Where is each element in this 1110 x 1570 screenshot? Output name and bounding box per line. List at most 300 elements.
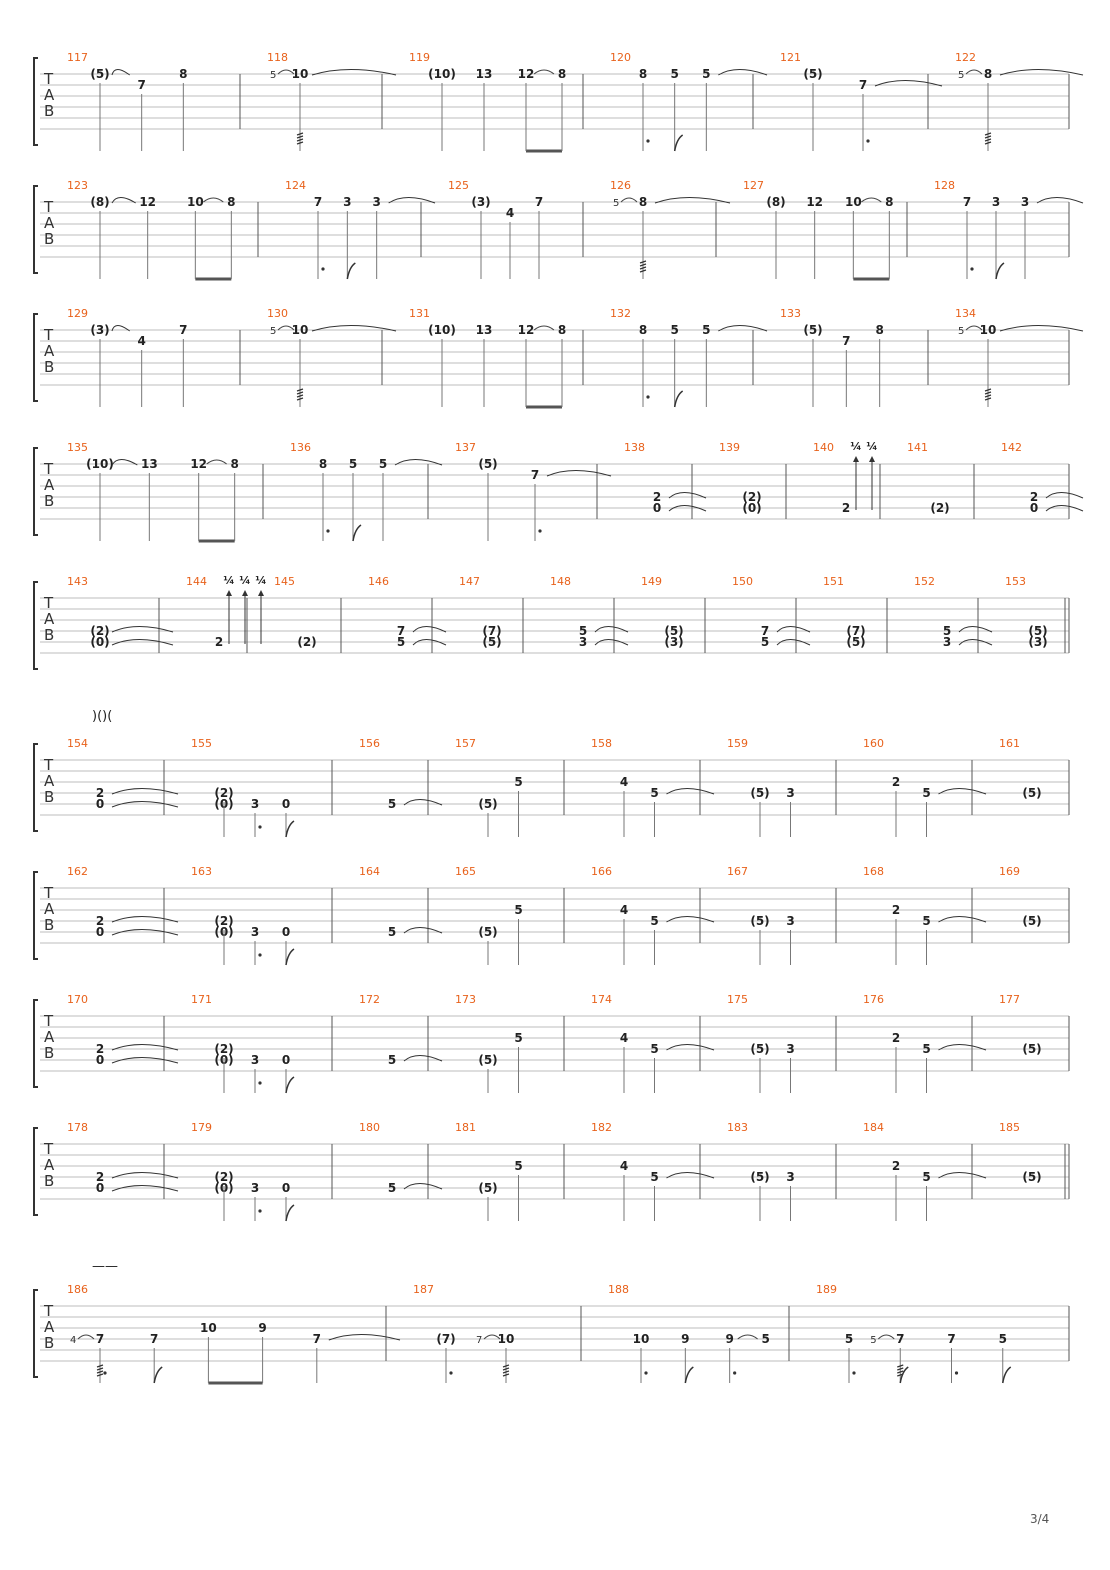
tab-clef-letter: B: [44, 230, 55, 248]
fret-number: 5: [378, 457, 388, 471]
fret-number: 3: [250, 925, 260, 939]
grace-slur: [621, 198, 637, 202]
system-bracket: [34, 448, 38, 535]
fret-number: (5): [803, 67, 823, 81]
bar-number: 137: [455, 441, 476, 454]
fret-number: 5: [348, 457, 358, 471]
slur-arc: [203, 198, 223, 202]
bar-number: 181: [455, 1121, 476, 1134]
bend-amount: ¼: [255, 574, 267, 587]
fret-number: 4: [137, 334, 146, 348]
fret-number: 5: [650, 1170, 659, 1184]
grace-note: 5: [870, 1335, 877, 1346]
rhythm-dot: [449, 1371, 452, 1374]
fret-number: 5: [761, 1332, 770, 1346]
note-flag: [675, 391, 683, 407]
dash-marker-text: ——: [92, 1259, 118, 1274]
fret-number-chord: (0): [90, 635, 110, 649]
fret-number: 12: [190, 457, 208, 471]
system-bracket: [34, 1000, 38, 1087]
fret-number: 10: [497, 1332, 515, 1346]
bend-arrowhead: [242, 590, 248, 596]
fret-number: 7: [896, 1332, 905, 1346]
grace-note: 4: [70, 1335, 77, 1346]
fret-number: 3: [372, 195, 381, 209]
bar-number: 152: [914, 575, 935, 588]
fret-number: 12: [517, 67, 535, 81]
fret-number: 4: [505, 206, 515, 220]
bar-number: 166: [591, 865, 612, 878]
fret-number: 0: [281, 925, 291, 939]
tab-clef-letter: T: [44, 1012, 54, 1030]
bar-number: 128: [934, 179, 955, 192]
fret-number: 2: [95, 786, 105, 800]
fret-number: (5): [1028, 624, 1048, 638]
fret-number: 4: [619, 1031, 629, 1045]
tab-clef-letter: B: [44, 626, 55, 644]
fret-number: 9: [258, 1321, 267, 1335]
fret-number: (5): [478, 1181, 498, 1195]
note-flag: [286, 1077, 294, 1093]
fret-number: 7: [760, 624, 770, 638]
fret-number: 5: [922, 1042, 931, 1056]
bar-number: 148: [550, 575, 571, 588]
rhythm-dot: [326, 529, 329, 532]
fret-number: 9: [681, 1332, 690, 1346]
fret-number: 8: [638, 67, 648, 81]
fret-number: 10: [200, 1321, 217, 1335]
tab-clef-letter: T: [44, 198, 54, 216]
bar-number: 134: [955, 307, 976, 320]
fret-number-chord: (0): [214, 1053, 234, 1067]
bar-number: 176: [863, 993, 884, 1006]
bar-number: 171: [191, 993, 212, 1006]
tab-clef-letter: T: [44, 1302, 54, 1320]
fret-number: 8: [179, 67, 188, 81]
bar-number: 146: [368, 575, 389, 588]
fret-number-chord: 0: [652, 501, 662, 515]
fret-number: 5: [650, 786, 659, 800]
fret-number: (10): [86, 457, 114, 471]
tab-clef-letter: A: [44, 1028, 55, 1046]
fret-number: 5: [702, 323, 711, 337]
fret-number: 0: [281, 797, 291, 811]
tab-clef-letter: B: [44, 492, 55, 510]
fret-number-chord: (0): [214, 1181, 234, 1195]
bend-amount: ¼: [223, 574, 235, 587]
fret-number: 13: [140, 457, 158, 471]
fret-number: 8: [885, 195, 894, 209]
bar-number: 140: [813, 441, 834, 454]
tab-clef-letter: T: [44, 1140, 54, 1158]
bar-number: 185: [999, 1121, 1020, 1134]
fret-number: (5): [478, 457, 498, 471]
fret-number: 2: [891, 1031, 901, 1045]
tab-clef-letter: T: [44, 70, 54, 88]
rhythm-dot: [258, 953, 261, 956]
bar-number: 170: [67, 993, 88, 1006]
bar-number: 178: [67, 1121, 88, 1134]
fret-number: (5): [664, 624, 684, 638]
bar-number: 163: [191, 865, 212, 878]
note-flag: [685, 1367, 693, 1383]
fret-number: 7: [137, 78, 146, 92]
fret-number: (2): [214, 786, 234, 800]
fret-number: 2: [652, 490, 662, 504]
bar-number: 121: [780, 51, 801, 64]
bar-number: 189: [816, 1283, 837, 1296]
fret-number: (5): [90, 67, 110, 81]
rhythm-dot: [646, 395, 649, 398]
tab-clef-letter: A: [44, 476, 55, 494]
bar-number: 126: [610, 179, 631, 192]
fret-number-chord: 0: [95, 1181, 105, 1195]
bar-number: 161: [999, 737, 1020, 750]
fret-number: (8): [766, 195, 786, 209]
fret-number: 0: [281, 1181, 291, 1195]
bend-amount: ¼: [850, 440, 862, 453]
tab-clef-letter: B: [44, 358, 55, 376]
fret-number: 10: [291, 67, 309, 81]
slur-arc: [738, 1335, 758, 1339]
fret-number: 2: [214, 635, 224, 649]
fret-number: (5): [750, 786, 770, 800]
fret-number: (10): [428, 67, 456, 81]
fret-number: 2: [841, 501, 851, 515]
tab-clef-letter: T: [44, 594, 54, 612]
bar-number: 127: [743, 179, 764, 192]
bar-number: 159: [727, 737, 748, 750]
tab-clef-letter: A: [44, 1156, 55, 1174]
bar-number: 154: [67, 737, 88, 750]
fret-number-chord: (5): [482, 635, 502, 649]
fret-number: 4: [619, 775, 629, 789]
bar-number: 118: [267, 51, 288, 64]
system-bracket: [34, 872, 38, 959]
fret-number: 5: [650, 1042, 659, 1056]
note-flag: [286, 1205, 294, 1221]
rhythm-dot: [866, 139, 869, 142]
fret-number: 2: [1029, 490, 1039, 504]
fret-number: 3: [991, 195, 1001, 209]
bar-number: 139: [719, 441, 740, 454]
grace-slur: [966, 70, 982, 74]
tab-clef-letter: B: [44, 1334, 55, 1352]
grace-slur: [78, 1335, 94, 1339]
bar-number: 156: [359, 737, 380, 750]
fret-number: (7): [436, 1332, 456, 1346]
bar-number: 117: [67, 51, 88, 64]
fret-number: (10): [428, 323, 456, 337]
fret-number: (3): [90, 323, 110, 337]
fret-number: 5: [922, 1170, 931, 1184]
bar-number: 180: [359, 1121, 380, 1134]
fret-number: 10: [291, 323, 309, 337]
bar-number: 129: [67, 307, 88, 320]
bar-number: 157: [455, 737, 476, 750]
bar-number: 164: [359, 865, 380, 878]
bar-number: 177: [999, 993, 1020, 1006]
system-bracket: [34, 1290, 38, 1377]
system-bracket: [34, 186, 38, 273]
fret-number: 8: [638, 195, 648, 209]
page-number: 3/4: [1030, 1512, 1050, 1526]
tab-clef-letter: B: [44, 916, 55, 934]
fret-number: (5): [1022, 786, 1042, 800]
bar-number: 155: [191, 737, 212, 750]
fret-number-chord: 0: [95, 1053, 105, 1067]
tab-clef-letter: T: [44, 884, 54, 902]
bar-number: 119: [409, 51, 430, 64]
fret-number: 5: [650, 914, 659, 928]
fret-number-chord: (0): [742, 501, 762, 515]
fret-number-chord: 3: [942, 635, 952, 649]
bar-number: 179: [191, 1121, 212, 1134]
fret-number-chord: 0: [95, 797, 105, 811]
fret-number: (2): [214, 914, 234, 928]
bar-number: 160: [863, 737, 884, 750]
fret-number: 7: [842, 334, 851, 348]
note-flag: [286, 821, 294, 837]
bend-arrowhead: [258, 590, 264, 596]
rhythm-dot: [538, 529, 541, 532]
rhythm-dot: [103, 1371, 106, 1374]
fret-number: (5): [750, 1042, 770, 1056]
slur-arc: [534, 326, 554, 330]
fret-number: 3: [786, 1042, 795, 1056]
tab-clef-letter: A: [44, 1318, 55, 1336]
grace-note: 5: [958, 70, 965, 81]
fret-number: (2): [90, 624, 110, 638]
rhythm-dot: [733, 1371, 736, 1374]
fret-number: (5): [478, 925, 498, 939]
rhythm-dot: [258, 1081, 261, 1084]
grace-note: 5: [613, 198, 620, 209]
fret-number: 5: [514, 1031, 523, 1045]
bar-number: 149: [641, 575, 662, 588]
bar-number: 182: [591, 1121, 612, 1134]
system-bracket: [34, 314, 38, 401]
fret-number: 7: [530, 468, 540, 482]
bar-number: 136: [290, 441, 311, 454]
bar-number: 183: [727, 1121, 748, 1134]
fret-number-chord: 5: [396, 635, 406, 649]
fret-number: (5): [478, 1053, 498, 1067]
bar-number: 142: [1001, 441, 1022, 454]
rhythm-dot: [852, 1371, 855, 1374]
bend-arrowhead: [853, 456, 859, 462]
bend-amount: ¼: [239, 574, 251, 587]
fret-number: 10: [979, 323, 997, 337]
fret-number: 3: [250, 797, 260, 811]
fret-number: 5: [702, 67, 711, 81]
fret-number: 3: [786, 914, 795, 928]
bar-number: 175: [727, 993, 748, 1006]
bend-arrowhead: [869, 456, 875, 462]
tab-clef-letter: B: [44, 102, 55, 120]
note-flag: [353, 525, 361, 541]
tab-clef-letter: A: [44, 610, 55, 628]
fret-number: 9: [725, 1332, 734, 1346]
fret-number: 4: [619, 1159, 629, 1173]
rhythm-dot: [955, 1371, 958, 1374]
fret-number: 7: [312, 1332, 321, 1346]
fret-number: 0: [281, 1053, 291, 1067]
fret-number: 3: [786, 1170, 795, 1184]
bar-number: 144: [186, 575, 207, 588]
fret-number: 8: [875, 323, 884, 337]
bar-number: 130: [267, 307, 288, 320]
rhythm-dot: [644, 1371, 647, 1374]
fret-number: 7: [313, 195, 323, 209]
rhythm-dot: [646, 139, 649, 142]
fret-number: 2: [891, 903, 901, 917]
tab-clef-letter: B: [44, 1172, 55, 1190]
fret-number: 7: [396, 624, 406, 638]
fret-number: 5: [387, 1053, 397, 1067]
tab-clef-letter: A: [44, 342, 55, 360]
bar-number: 158: [591, 737, 612, 750]
note-flag: [286, 949, 294, 965]
rhythm-dot: [258, 1209, 261, 1212]
fret-number: 2: [95, 1042, 105, 1056]
fret-number: (8): [90, 195, 110, 209]
fret-number-chord: 3: [578, 635, 588, 649]
tab-clef-letter: T: [44, 756, 54, 774]
fret-number: 3: [250, 1181, 260, 1195]
fret-number: 7: [858, 78, 868, 92]
fret-number: 5: [844, 1332, 854, 1346]
fret-number: 8: [638, 323, 648, 337]
tab-clef-letter: T: [44, 460, 54, 478]
bar-number: 153: [1005, 575, 1026, 588]
fret-number: 7: [962, 195, 972, 209]
bar-number: 184: [863, 1121, 884, 1134]
fret-number: 5: [514, 903, 523, 917]
bar-number: 125: [448, 179, 469, 192]
fret-number: 8: [318, 457, 328, 471]
bar-number: 147: [459, 575, 480, 588]
rhythm-dot: [321, 267, 324, 270]
bar-number: 172: [359, 993, 380, 1006]
fret-number-chord: (5): [846, 635, 866, 649]
fret-number: 8: [230, 457, 239, 471]
fret-number: 7: [150, 1332, 159, 1346]
tab-clef-letter: B: [44, 788, 55, 806]
fret-number: 8: [227, 195, 236, 209]
bar-number: 169: [999, 865, 1020, 878]
bar-number: 124: [285, 179, 306, 192]
fret-number: 10: [632, 1332, 650, 1346]
tab-clef-letter: A: [44, 900, 55, 918]
fret-number: 12: [139, 195, 157, 209]
fret-number: 3: [250, 1053, 260, 1067]
bar-number: 122: [955, 51, 976, 64]
fret-number: 8: [557, 67, 567, 81]
fret-number: 5: [670, 323, 679, 337]
bar-number: 187: [413, 1283, 434, 1296]
bar-number: 168: [863, 865, 884, 878]
bar-number: 135: [67, 441, 88, 454]
fret-number: (2): [742, 490, 762, 504]
system-bracket: [34, 582, 38, 669]
bar-number: 188: [608, 1283, 629, 1296]
fret-number-chord: (0): [214, 797, 234, 811]
bar-number: 132: [610, 307, 631, 320]
fret-number: 7: [947, 1332, 956, 1346]
fret-number: 5: [998, 1332, 1007, 1346]
fret-number: 5: [514, 1159, 523, 1173]
fret-number: 10: [186, 195, 204, 209]
fret-number: (2): [930, 501, 950, 515]
fret-number: 2: [95, 914, 105, 928]
fret-number: 5: [942, 624, 952, 638]
fret-number: (5): [750, 914, 770, 928]
grace-note: 7: [476, 1335, 483, 1346]
bar-number: 165: [455, 865, 476, 878]
fret-number-chord: (0): [214, 925, 234, 939]
grace-slur: [878, 1335, 894, 1339]
fret-number: 8: [983, 67, 993, 81]
fret-number: 3: [1020, 195, 1030, 209]
fret-number: 7: [179, 323, 188, 337]
fret-number: (7): [482, 624, 502, 638]
bar-number: 141: [907, 441, 928, 454]
bar-number: 167: [727, 865, 748, 878]
bar-number: 150: [732, 575, 753, 588]
fret-number-chord: (3): [1028, 635, 1048, 649]
slur-arc: [861, 198, 881, 202]
fret-number: (5): [478, 797, 498, 811]
grace-note: 5: [958, 326, 965, 337]
fret-number: 10: [844, 195, 862, 209]
note-flag: [347, 263, 355, 279]
fret-number: (7): [846, 624, 866, 638]
bar-number: 138: [624, 441, 645, 454]
fret-number: (2): [214, 1042, 234, 1056]
fret-number: (3): [471, 195, 491, 209]
bar-number: 174: [591, 993, 612, 1006]
bar-number: 131: [409, 307, 430, 320]
grace-note: 5: [270, 326, 277, 337]
fret-number-chord: 0: [1029, 501, 1039, 515]
fret-number: 13: [475, 67, 493, 81]
fret-number: (5): [803, 323, 823, 337]
fret-number: 12: [517, 323, 535, 337]
fret-number: 5: [670, 67, 679, 81]
bar-number: 162: [67, 865, 88, 878]
fret-number: 7: [534, 195, 544, 209]
fret-number: 7: [95, 1332, 105, 1346]
note-flag: [996, 263, 1004, 279]
fret-number: (2): [297, 635, 317, 649]
fret-number-chord: 5: [760, 635, 770, 649]
tab-clef-letter: A: [44, 86, 55, 104]
fret-number: 5: [922, 914, 931, 928]
rest-marker-text: )()(: [92, 709, 113, 724]
fret-number: 5: [387, 1181, 397, 1195]
fret-number: (5): [1022, 914, 1042, 928]
system-bracket: [34, 744, 38, 831]
fret-number: 3: [343, 195, 352, 209]
fret-number: (5): [1022, 1170, 1042, 1184]
fret-number-chord: 0: [95, 925, 105, 939]
fret-number: 5: [514, 775, 523, 789]
bar-number: 186: [67, 1283, 88, 1296]
bar-number: 143: [67, 575, 88, 588]
note-flag: [675, 135, 683, 151]
fret-number: 2: [891, 1159, 901, 1173]
